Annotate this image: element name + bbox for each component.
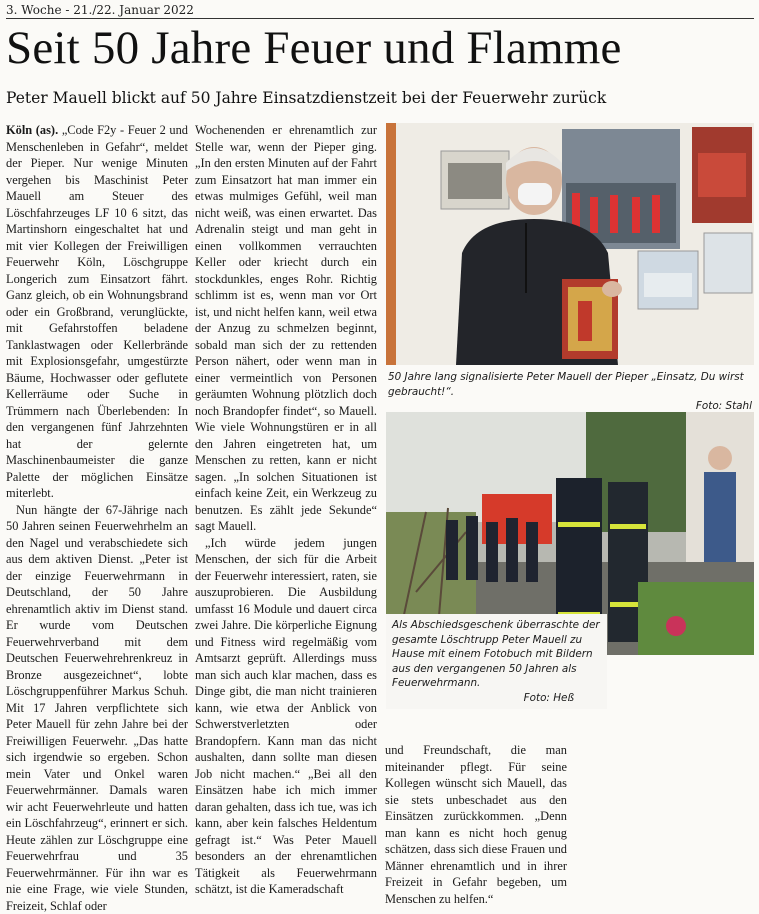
caption-text: Als Abschiedsgeschenk überraschte der gesamte Löschtrupp Peter Mauell zu Hause mit einem Fotobuch mit Bildern aus den vergangenen 50 Jahren als Feuerwehrmann. bbox=[392, 619, 600, 689]
photo-caption-1 bbox=[388, 370, 752, 414]
dateline: Köln (as). bbox=[6, 123, 58, 137]
article-paragraph: und Freundschaft, die man miteinander pflegt. Für seine Kollegen wünscht sich Mauell, das sie stets unbeschadet aus den Einsätzen zurückkommen. „Denn man kann es nicht hoch genug schätzen, dass sich diese Frauen und Männer ehrenamtlich und in ihrer Freizeit in Gefahr begeben, um Menschen zu helfen.“ bbox=[385, 742, 567, 907]
issue-line: 3. Woche - 21./22. Januar 2022 bbox=[6, 3, 754, 19]
photo-credit: Foto: Stahl bbox=[388, 399, 752, 414]
paragraph-text: „Code F2y - Feuer 2 und Menschenleben in Gefahr“, meldet der Pieper. Nur wenige Minuten vergehen bis Maschinist Peter Mauell am Steuer des Löschfahrzeuges LF 10 6 sitzt, das Martinshorn eingeschaltet hat und mit vier Kollegen der Freiwilligen Feuerwehr Köln, Löschgruppe Longerich zum Einsatzort fährt. Ganz gleich, ob ein Wohnungsbrand oder ein Großbrand, verunglückte, mit Gefahrstoffen beladene Tanklastwagen oder Kellerbrände mit Explosionsgefahr, umgestürzte Bäume, Hochwasser oder geflutete Kellerräume oder Suche in Trümmern nach Überlebenden: In den vergangenen fünf Jahrzehnten hat der gelernte Maschinenbaumeister die ganze Palette der möglichen Einsätze miterlebt. bbox=[6, 123, 188, 500]
article-paragraph: Wochenenden er ehrenamtlich zur Stelle war, wenn der Pieper ging. „In den ersten Minuten auf der Fahrt zum Einsatzort hat man immer ein etwas mulmiges Gefühl, weil man nicht weiß, was einen erwartet. Das Adrenalin steigt und man geht in einen vollkommen verrauchten Keller oder kriecht durch ein stockdunkles, enges Rohr. Richtig schlimm ist es, wenn man vor Ort ist, und nicht helfen kann, weil etwa der Anzug zu schmelzen beginnt, sobald man sich der zu rettenden Person nähert, oder wenn man in einer vermeintlich von Personen geräumten Wohnung plötzlich doch noch Brandopfer findet“, so Mauell. Wie viele Wohnungstüren er in all den Jahren eingetreten hat, um Menschen zu retten, kann er nicht sagen. „In solchen Situationen ist einfach keine Zeit, ein Werkzeug zu benutzen. Es zählt jede Sekunde“ sagt Mauell. bbox=[195, 122, 377, 535]
article-paragraph: „Ich würde jedem jungen Menschen, der sich für die Arbeit der Feuerwehr interessiert, raten, sie auszuprobieren. Die Ausbildung umfasst 16 Module und dauert circa zwei Jahre. Die körperliche Eignung und Fitness wird regelmäßig vom Amtsarzt geprüft. Allerdings muss man sich auch klar machen, dass es Dinge gibt, die man nicht trainieren kann, wie etwa der Anblick von Schwerstverletzten oder Brandopfern. Kann man das nicht aushalten, dann sollte man diesen Job nicht machen.“ „Bei all den Einsätzen habe ich mich immer daran gehalten, dass ich tue, was ich kann, aber kein falsches Heldentum gefragt ist.“ Was Peter Mauell besonders an der ehrenamtlichen Tätigkeit als Feuerwehrmann schätzt, ist die Kameradschaft bbox=[195, 535, 377, 898]
photo-mauell-with-photobook bbox=[386, 123, 754, 365]
article-paragraph: Nun hängte der 67-Jährige nach 50 Jahren seinen Feuerwehrhelm an den Nagel und verabschiedete sich aus dem aktiven Dienst. „Peter ist der einzige Feuerwehrmann in Deutschland, der 50 Jahre ehrenamtlich aktiv im Dienst stand. Er wurde vom Deutschen Feuerwehrverband mit dem Deutschen Feuerwehrehrenkreuz in Bronze ausgezeichnet“, lobte Löschgruppenführer Markus Schuh. Mit 17 Jahren verpflichtete sich Peter Mauell für zehn Jahre bei der Freiwilligen Feuerwehr. „Das hatte sich irgendwie so ergeben. Schon mein Vater und Onkel waren Feuerwehrmänner. Damals waren wir acht Feuerwehrleute und hatten ein Löschfahrzeug“, erinnert er sich. Heute zählen zur Löschgruppe eine Feuerwehrfrau und 35 Feuerwehrmänner. Für ihn war es nie eine Frage, wie viele Stunden, Freizeit, Schlaf oder bbox=[6, 502, 188, 914]
photo-illustration bbox=[386, 123, 754, 365]
photo-caption-2 bbox=[386, 614, 607, 709]
photo-credit: Foto: Heß bbox=[392, 691, 602, 706]
article-paragraph bbox=[6, 122, 188, 502]
caption-text: 50 Jahre lang signalisierte Peter Mauell der Pieper „Einsatz, Du wirst gebraucht!“. bbox=[388, 371, 744, 398]
headline: Seit 50 Jahre Feuer und Flamme bbox=[6, 20, 754, 76]
article-column-2 bbox=[195, 122, 377, 898]
article-column-1 bbox=[6, 122, 188, 914]
article-column-3 bbox=[385, 742, 567, 907]
subheadline: Peter Mauell blickt auf 50 Jahre Einsatzdienstzeit bei der Feuerwehr zurück bbox=[6, 87, 754, 109]
